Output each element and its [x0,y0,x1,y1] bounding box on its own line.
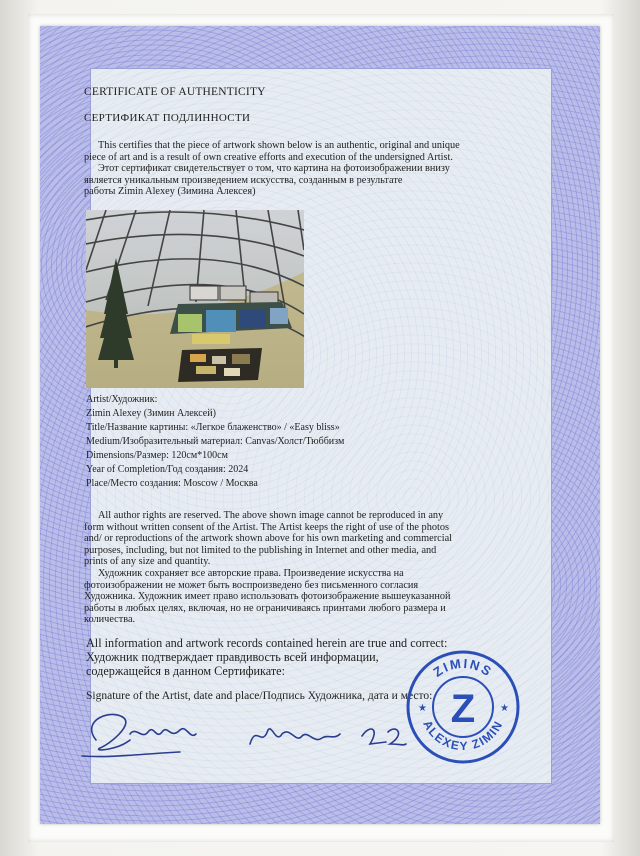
seal-bottom-text: ALEXEY ZIMIN [420,717,506,754]
artist-label: Artist/Художник: [86,394,158,405]
year-field: Year of Completion/Год создания: 2024 [86,464,249,475]
artwork-photo [86,210,304,388]
intro-text [84,140,479,198]
medium-field: Medium/Изобразительный материал: Canvas/Холст/Тюббизм [86,436,345,447]
title-ru: СЕРТИФИКАТ ПОДЛИННОСТИ [84,112,251,124]
rights-en-line: form without written consent of the Artist. The Artist keeps the right of use of the photos [84,521,450,533]
seal-graphic [404,648,522,766]
seal-top-text: ZIMINS [430,655,496,680]
intro-en-line: piece of art and is a result of own creative efforts and execution of the undersigned Artist. [84,151,453,163]
rights-en-line: All author rights are reserved. The above shown image cannot be reproduced in any [98,510,444,521]
title-field: Title/Название картины: «Легкое блаженство» / «Easy bliss» [86,422,340,433]
place-field: Place/Место создания: Moscow / Москва [86,478,258,489]
intro-ru-line: является уникальным произведением искусства, созданным в результате [84,174,403,186]
handwritten-signature [70,700,410,775]
signature-scribble [70,700,410,770]
intro-ru-line: Этот сертификат свидетельствует о том, что картина на фотоизображении внизу [98,163,450,175]
confirm-ru-line: Художник подтверждает правдивость всей информации, [86,650,379,664]
artist-value: Zimin Alexey (Зимин Алексей) [86,408,216,419]
rights-text [84,510,479,626]
rights-ru-line: количества. [84,614,136,626]
intro-en-line: This certifies that the piece of artwork shown below is an authentic, original and unique [98,140,460,151]
rights-ru-line: работы в любых целях, включая, но не ограничиваясь принтами любого размера и [84,602,446,614]
seal-star-right-icon: ★ [500,703,509,714]
title-en: CERTIFICATE OF AUTHENTICITY [84,86,266,98]
artist-seal-stamp [404,648,522,771]
rights-en-line: purposes, including, but not limited to the publishing in Internet and other media, and [84,544,437,556]
intro-ru-line: работы Zimin Alexey (Зимина Алексея) [84,186,256,198]
rights-ru-line: Художник сохраняет все авторские права. Произведение искусства на [98,567,404,579]
seal-star-left-icon: ★ [418,703,427,714]
confirm-ru-line: содержащейся в данном Сертификате: [86,664,285,678]
rights-en-line: prints of any size and quantity. [84,556,211,568]
dimensions-field: Dimensions/Размер: 120см*100см [86,450,228,461]
seal-letter: Z [450,687,476,731]
rights-ru-line: фотоизображении не может быть воспроизведено без письменного согласия [84,579,419,591]
confirm-en: All information and artwork records contained herein are true and correct: [86,636,448,650]
signature-line: Signature of the Artist, date and place/Подпись Художника, дата и место: [86,690,433,702]
rights-ru-line: Художника. Художник имеет право использовать фотоизображение вышеуказанной [84,591,451,603]
rights-en-line: and/ or reproductions of the artwork shown above for his own marketing and commercial [84,533,453,545]
artwork-image [86,210,304,388]
